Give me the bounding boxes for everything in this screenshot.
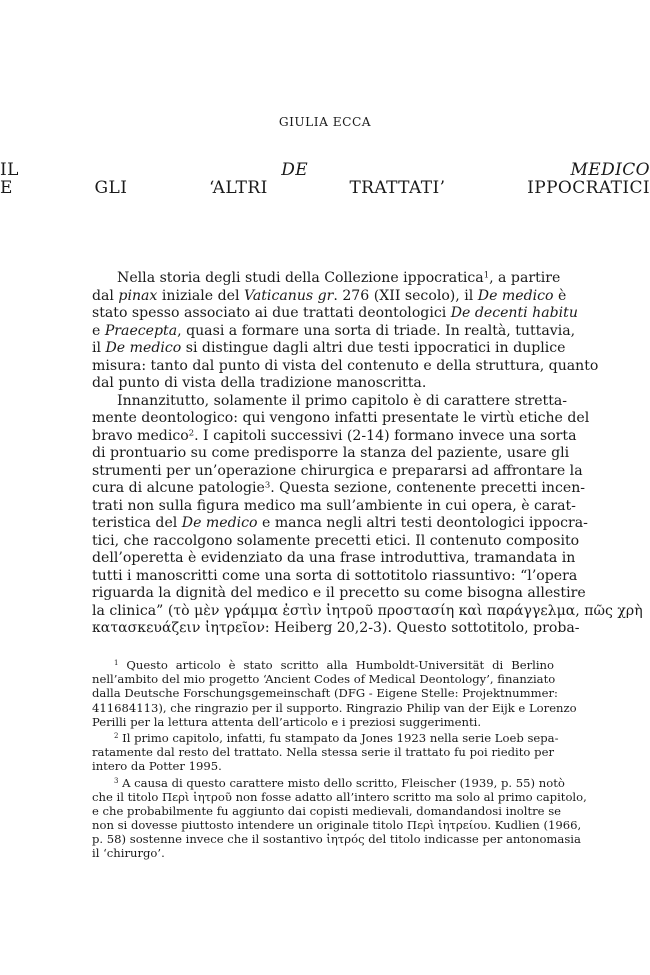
text-run: Questo articolo è stato scritto alla Humboldt-Universität di Berlino bbox=[126, 658, 554, 672]
footnote-line: intero da Potter 1995. bbox=[92, 759, 222, 774]
italic-term: Vaticanus gr bbox=[243, 287, 334, 304]
text-run: è bbox=[553, 287, 567, 304]
footnote-line: Perilli per la lettura attenta dell’articolo e i preziosi suggerimenti. bbox=[92, 714, 482, 729]
title-line-2: E GLI ‘ALTRI TRATTATI’ IPPOCRATICI bbox=[0, 177, 650, 198]
text-run: , a partire bbox=[489, 270, 561, 286]
text-run: cura di alcune patologie bbox=[92, 480, 265, 496]
text-line bbox=[92, 305, 578, 323]
text-run: Nella storia degli studi della Collezione ippocratica bbox=[117, 270, 484, 286]
text-run: . I capitoli successivi (2-14) formano invece una sorta bbox=[194, 427, 577, 444]
text-line bbox=[92, 515, 588, 533]
footnotes bbox=[92, 658, 587, 861]
text-line bbox=[92, 340, 566, 358]
text-line: Innanzitutto, solamente il primo capitolo è di carattere stretta- bbox=[117, 392, 568, 409]
footnote-line: ratamente dal resto del trattato. Nella stessa serie il trattato fu poi riedito per bbox=[92, 745, 554, 760]
text-run: Il primo capitolo, infatti, fu stampato da Jones 1923 nella serie Loeb sepa- bbox=[122, 730, 559, 745]
text-line bbox=[92, 426, 577, 446]
text-line: la clinica” (τὸ μὲν γράμμα ἐστὶν ἰητροῦ προστασίη καὶ παράγγελμα, πῶς χρὴ bbox=[92, 602, 643, 619]
footnote-number: 1 bbox=[114, 659, 119, 668]
text-run: dal bbox=[92, 287, 119, 304]
text-line: tutti i manoscritti come una sorta di sottotitolo riassuntivo: “l’opera bbox=[92, 567, 578, 584]
footnote-line: che il titolo Περὶ ἰητροῦ non fosse adatto all’intero scritto ma solo al primo capitolo, bbox=[92, 789, 587, 804]
footnote-line: nell’ambito del mio progetto ‘Ancient Codes of Medical Deontology’, finanziato bbox=[92, 672, 556, 687]
text-line bbox=[92, 269, 561, 288]
footnote-3 bbox=[92, 775, 565, 790]
text-run: , quasi a formare una sorta di triade. In realtà, tuttavia, bbox=[177, 322, 576, 339]
author-name: GIULIA ECCA bbox=[278, 115, 372, 129]
text-line: dal punto di vista della tradizione manoscritta. bbox=[92, 375, 427, 391]
text-run: iniziale del bbox=[157, 287, 244, 304]
text-line: mente deontologico: qui vengono infatti presentate le virtù etiche del bbox=[92, 410, 590, 426]
footnote-line: p. 58) sostenne invece che il sostantivo ἰητρός del titolo indicasse per antonomasia bbox=[92, 832, 581, 847]
text-run: e manca negli altri testi deontologici ippocra- bbox=[257, 515, 588, 531]
text-run: A causa di questo carattere misto dello scritto, Fleischer (1939, p. 55) notò bbox=[122, 775, 565, 790]
footnote-2 bbox=[92, 730, 559, 745]
text-run: il bbox=[92, 340, 106, 356]
italic-term: De medico bbox=[477, 287, 554, 304]
text-run: si distingue dagli altri due testi ippocratici in duplice bbox=[181, 340, 566, 356]
title-prefix: IL bbox=[0, 160, 282, 180]
italic-term: De medico bbox=[181, 515, 258, 531]
text-run: . Questa sezione, contenente precetti incen- bbox=[270, 480, 586, 496]
footnote-line: il ‘chirurgo’. bbox=[92, 846, 165, 861]
footnote-line: dalla Deutsche Forschungsgemeinschaft (DFG - Eigene Stelle: Projektnummer: bbox=[92, 686, 558, 701]
italic-term: Praecepta bbox=[104, 322, 178, 339]
footnote-number: 3 bbox=[114, 776, 119, 785]
text-line: dell’operetta è evidenziato da una frase introduttiva, tramandata in bbox=[92, 550, 576, 566]
footnote-line: 411684113), che ringrazio per il supporto. Ringrazio Philip van der Eijk e Lorenzo bbox=[92, 700, 577, 715]
footnote-line: e che probabilmente fu aggiunto dai copisti medievali, domandandosi inoltre se bbox=[92, 803, 562, 818]
footnote-number: 2 bbox=[114, 732, 119, 741]
italic-term: De decenti habitu bbox=[450, 305, 578, 321]
footnote-ref-2: 2 bbox=[188, 426, 195, 437]
footnote-ref-1: 1 bbox=[483, 269, 490, 280]
text-line: riguarda la dignità del medico e il precetto su come bisogna allestire bbox=[92, 585, 586, 601]
body-text bbox=[92, 269, 643, 638]
text-run: e bbox=[92, 322, 105, 339]
text-line: misura: tanto dal punto di vista del contenuto e della struttura, quanto bbox=[92, 357, 599, 374]
footnote-line: non si dovesse piuttosto intendere un originale titolo Περὶ ἰητρείου. Kudlien (1966, bbox=[92, 818, 582, 833]
title-line-1 bbox=[0, 160, 650, 178]
text-line: trati non sulla figura medico ma sull’ambiente in cui opera, è carat- bbox=[92, 497, 576, 514]
text-run: . 276 (XII secolo), il bbox=[333, 287, 478, 304]
text-line: strumenti per un’operazione chirurgica e prepararsi ad affrontare la bbox=[92, 462, 583, 479]
text-run: stato spesso associato ai due trattati deontologici bbox=[92, 305, 451, 321]
article-title bbox=[0, 160, 650, 198]
text-line: tici, che raccolgono solamente precetti etici. Il contenuto composito bbox=[92, 532, 580, 549]
text-line bbox=[92, 287, 567, 306]
text-line: κατασκευάζειν ἰητρεῖον: Heiberg 20,2-3). Questo sottotitolo, proba- bbox=[92, 620, 580, 636]
italic-term: pinax bbox=[118, 287, 158, 304]
footnote-1 bbox=[92, 658, 554, 672]
text-line bbox=[92, 322, 576, 341]
italic-term: De medico bbox=[105, 340, 182, 356]
footnote-ref-3: 3 bbox=[264, 479, 271, 490]
text-line bbox=[92, 479, 586, 498]
text-line: di prontuario su come predisporre la stanza del paziente, usare gli bbox=[92, 445, 570, 461]
text-run: teristica del bbox=[92, 515, 182, 531]
text-run: bravo medico bbox=[92, 427, 189, 444]
title-italic: DE MEDICO bbox=[281, 160, 650, 180]
